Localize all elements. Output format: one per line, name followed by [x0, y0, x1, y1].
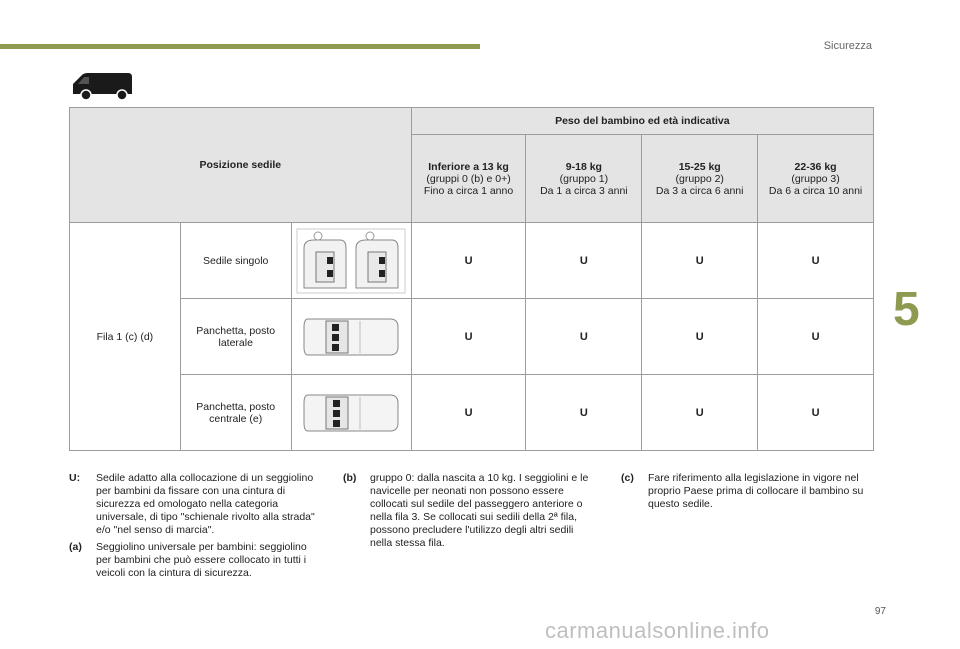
group-name: (gruppo 2) [675, 172, 724, 185]
group-weight: 22-36 kg [794, 160, 837, 173]
seat-diagram [291, 375, 411, 451]
note-text: Seggiolino universale per bambini: seggiolino per bambini che può essere collocato in tutti i veicoli con la cintura di sicurezza. [96, 541, 307, 579]
group-weight: 15-25 kg [678, 160, 721, 173]
value-cell: U [526, 375, 642, 451]
notes-column-2 [343, 472, 595, 554]
chapter-number: 5 [893, 283, 920, 336]
table-row [70, 299, 874, 375]
table-row [70, 375, 874, 451]
note-b [343, 472, 595, 550]
group-age: Fino a circa 1 anno [423, 184, 514, 197]
group-age: Da 6 a circa 10 anni [768, 184, 863, 197]
group-header-2 [642, 135, 758, 223]
note-key: (a) [69, 541, 82, 553]
row-label: Fila 1 (c) (d) [70, 223, 181, 451]
notes-column-3 [621, 472, 873, 515]
position-header: Posizione sedile [70, 108, 412, 223]
notes-column-1 [69, 472, 324, 584]
child-seat-table [69, 107, 874, 451]
note-key: (b) [343, 472, 357, 484]
note-u [69, 472, 324, 537]
value-cell: U [411, 299, 526, 375]
value-cell: U [411, 223, 526, 299]
value-cell: U [642, 375, 758, 451]
note-text: gruppo 0: dalla nascita a 10 kg. I seggiolini e le navicelle per neonati non possono essere collocati sul sedile del passeggero anteriore o nella fila 3. Se collocati sui sedili della 2ª fila, possono precludere l'utilizzo degli altri sedili nella stessa fila. [370, 472, 589, 549]
group-name: (gruppo 1) [559, 172, 609, 185]
note-a [69, 541, 324, 580]
value-cell: U [642, 299, 758, 375]
section-title: Sicurezza [823, 40, 872, 52]
note-text: Fare riferimento alla legislazione in vigore nel proprio Paese prima di collocare il bambino su questo sedile. [648, 472, 864, 510]
weight-header: Peso del bambino ed età indicativa [411, 108, 873, 135]
seat-label: Panchetta, posto laterale [180, 299, 291, 375]
header-accent-bar [0, 44, 480, 49]
group-age: Da 3 a circa 6 anni [655, 184, 744, 197]
van-icon [70, 66, 136, 102]
group-header-0 [411, 135, 526, 223]
value-cell: U [758, 223, 874, 299]
value-cell: U [526, 299, 642, 375]
group-weight: Inferiore a 13 kg [428, 160, 509, 173]
bench-center-diagram [300, 387, 402, 439]
bench-lateral-diagram [300, 311, 402, 363]
value-cell: U [411, 375, 526, 451]
group-weight: 9-18 kg [565, 160, 602, 173]
watermark: carmanualsonline.info [545, 618, 770, 643]
single-seat-diagram [294, 226, 408, 296]
group-age: Da 1 a circa 3 anni [540, 184, 628, 197]
page-number: 97 [874, 606, 886, 617]
group-name: (gruppi 0 (b) e 0+) [426, 172, 511, 185]
seat-diagram [291, 299, 411, 375]
group-header-3 [758, 135, 874, 223]
table-row [70, 223, 874, 299]
seat-diagram [291, 223, 411, 299]
value-cell: U [758, 375, 874, 451]
group-header-1 [526, 135, 642, 223]
value-cell: U [526, 223, 642, 299]
note-c [621, 472, 873, 511]
note-key: U: [69, 472, 81, 484]
seat-label: Panchetta, posto centrale (e) [180, 375, 291, 451]
note-key: (c) [621, 472, 634, 484]
value-cell: U [758, 299, 874, 375]
group-name: (gruppo 3) [791, 172, 840, 185]
note-text: Sedile adatto alla collocazione di un seggiolino per bambini da fissare con una cintura di sicurezza ed omologato nella categoria universale, di tipo "schienale rivolto alla strada" e/o "nel senso di marcia". [96, 472, 315, 536]
seat-label: Sedile singolo [180, 223, 291, 299]
value-cell: U [642, 223, 758, 299]
